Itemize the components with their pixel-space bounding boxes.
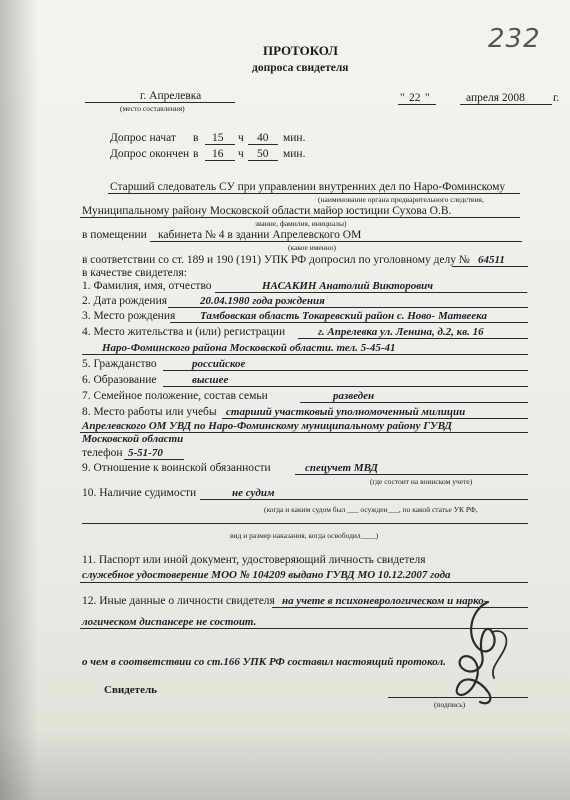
closing-statement: о чем в соответствии со ст.166 УПК РФ составил настоящий протокол. [82, 656, 446, 668]
date-month-year: апреля 2008 [466, 92, 525, 104]
field-5-underline [163, 370, 528, 371]
law-line: в соответствии со ст. 189 и 190 (191) УПК РФ допросил по уголовному делу № [82, 254, 470, 266]
field-3-label: 3. Место рождения [82, 310, 176, 322]
field-11-line: 11. Паспорт или иной документ, удостоверяющий личность свидетеля [82, 554, 426, 566]
field-3-underline [170, 322, 528, 323]
date-day: 22 [409, 92, 421, 104]
field-8-value-3: Московской области [82, 433, 184, 445]
place-caption: (место составления) [120, 104, 185, 113]
start-minute: 40 [257, 132, 269, 144]
field-6-underline [163, 386, 528, 387]
field-9-caption: (где состоит на воинском учете) [370, 477, 473, 486]
end-v: в [193, 148, 199, 160]
end-h: ч [238, 148, 244, 160]
room-caption: (какое именно) [288, 243, 337, 252]
field-8-phone-underline [124, 459, 184, 460]
place-underline [85, 102, 235, 103]
field-5-label: 5. Гражданство [82, 358, 157, 370]
as-witness: в качестве свидетеля: [82, 267, 188, 279]
room-label: в помещении [82, 229, 147, 241]
field-4-value-2: Наро-Фоминского района Московской области. тел. 5-45-41 [102, 342, 396, 354]
field-8-value-1: старший участковый уполномоченный милиции [226, 406, 466, 418]
start-minute-underline [248, 144, 278, 145]
start-hour-underline [205, 144, 235, 145]
field-5-value: российское [192, 358, 246, 370]
start-min: мин. [283, 132, 306, 144]
field-3-value: Тамбовская область Токаревский район с. Ново- Матвеека [200, 310, 487, 322]
field-10-caption-1: (когда и каким судом был ___ осужден___, по какой статье УК РФ, [264, 505, 478, 514]
field-2-label: 2. Дата рождения [82, 295, 168, 307]
date-suffix: г. [553, 92, 560, 104]
date-month-underline [460, 104, 552, 105]
handwritten-page-number: 232 [488, 24, 541, 54]
field-10-value: не судим [232, 487, 275, 499]
date-quote-open: " [400, 92, 405, 104]
field-9-label: 9. Отношение к воинской обязанности [82, 462, 271, 474]
start-hour: 15 [212, 132, 224, 144]
start-h: ч [238, 132, 244, 144]
field-10-underline-2 [82, 523, 528, 524]
field-8-value-2: Апрелевского ОМ УВД по Наро-Фоминскому муниципальному району ГУВД [82, 420, 452, 432]
field-2-underline [168, 307, 528, 308]
scan-shadow-bottom [0, 730, 570, 800]
field-12-value-2: логическом диспансере не состоит. [82, 616, 257, 628]
end-hour: 16 [212, 148, 224, 160]
witness-signature-caption: (подпись) [434, 700, 466, 709]
investigator-underline-2 [80, 217, 520, 218]
end-minute: 50 [257, 148, 269, 160]
end-minute-underline [248, 160, 278, 161]
field-8-phone: 5-51-70 [128, 447, 163, 459]
field-4-value-1: г. Апрелевка ул. Ленина, д.2, кв. 16 [318, 326, 484, 338]
field-8-label: 8. Место работы или учебы [82, 406, 217, 418]
field-9-value: спецучет МВД [305, 462, 378, 474]
field-10-underline [200, 499, 528, 500]
document-subtitle: допроса свидетеля [252, 62, 349, 74]
field-9-underline [295, 474, 528, 475]
field-10-label: 10. Наличие судимости [82, 487, 197, 499]
field-1-underline [215, 292, 527, 293]
date-quote-close: " [425, 92, 430, 104]
field-7-value: разведен [333, 390, 375, 402]
investigator-line-2: Муниципальному району Московской области майор юстиции Сухова О.В. [82, 205, 452, 217]
field-8-phone-label: телефон [82, 447, 123, 459]
field-4-label: 4. Место жительства и (или) регистрации [82, 326, 286, 338]
investigator-underline-1 [108, 193, 520, 194]
investigator-line-1: Старший следователь СУ при управлении внутренних дел по Наро-Фоминскому [110, 181, 506, 193]
case-number: 64511 [478, 254, 505, 266]
field-6-label: 6. Образование [82, 374, 157, 386]
room-underline [150, 241, 522, 242]
field-11-underline [80, 582, 528, 583]
field-11-value: служебное удостоверение МОО № 104209 выдано ГУВД МО 10.12.2007 года [82, 569, 451, 581]
investigator-caption-2: звание, фамилия, инициалы) [255, 219, 347, 228]
room-value: кабинета № 4 в здании Апрелевского ОМ [158, 229, 362, 241]
field-1-label: 1. Фамилия, имя, отчество [82, 280, 212, 292]
start-v: в [193, 132, 199, 144]
place-value: г. Апрелевка [140, 90, 202, 102]
field-4-underline-2 [82, 354, 528, 355]
field-12-value-1: на учете в психоневрологическом и нарко- [282, 595, 488, 607]
field-7-underline [300, 402, 528, 403]
field-10-caption-2: вид и размер наказания, когда освободил____) [230, 531, 379, 540]
field-1-value: НАСАКИН Анатолий Викторович [262, 280, 434, 292]
end-hour-underline [205, 160, 235, 161]
end-min: мин. [283, 148, 306, 160]
case-number-underline [452, 266, 528, 267]
field-6-value: высшее [192, 374, 229, 386]
field-12-label: 12. Иные данные о личности свидетеля [82, 595, 275, 607]
field-7-label: 7. Семейное положение, состав семьи [82, 390, 268, 402]
document-title: ПРОТОКОЛ [263, 43, 338, 58]
witness-signature [448, 598, 518, 708]
scan-shadow-left [0, 0, 38, 800]
date-day-underline [398, 104, 436, 105]
start-label: Допрос начат [110, 132, 176, 144]
investigator-caption-1: (наименование органа предварительного следствия, [318, 195, 484, 204]
field-4-underline-1 [298, 338, 528, 339]
field-2-value: 20.04.1980 года рождения [200, 295, 325, 307]
witness-label: Свидетель [104, 684, 157, 696]
end-label: Допрос окончен [110, 148, 190, 160]
